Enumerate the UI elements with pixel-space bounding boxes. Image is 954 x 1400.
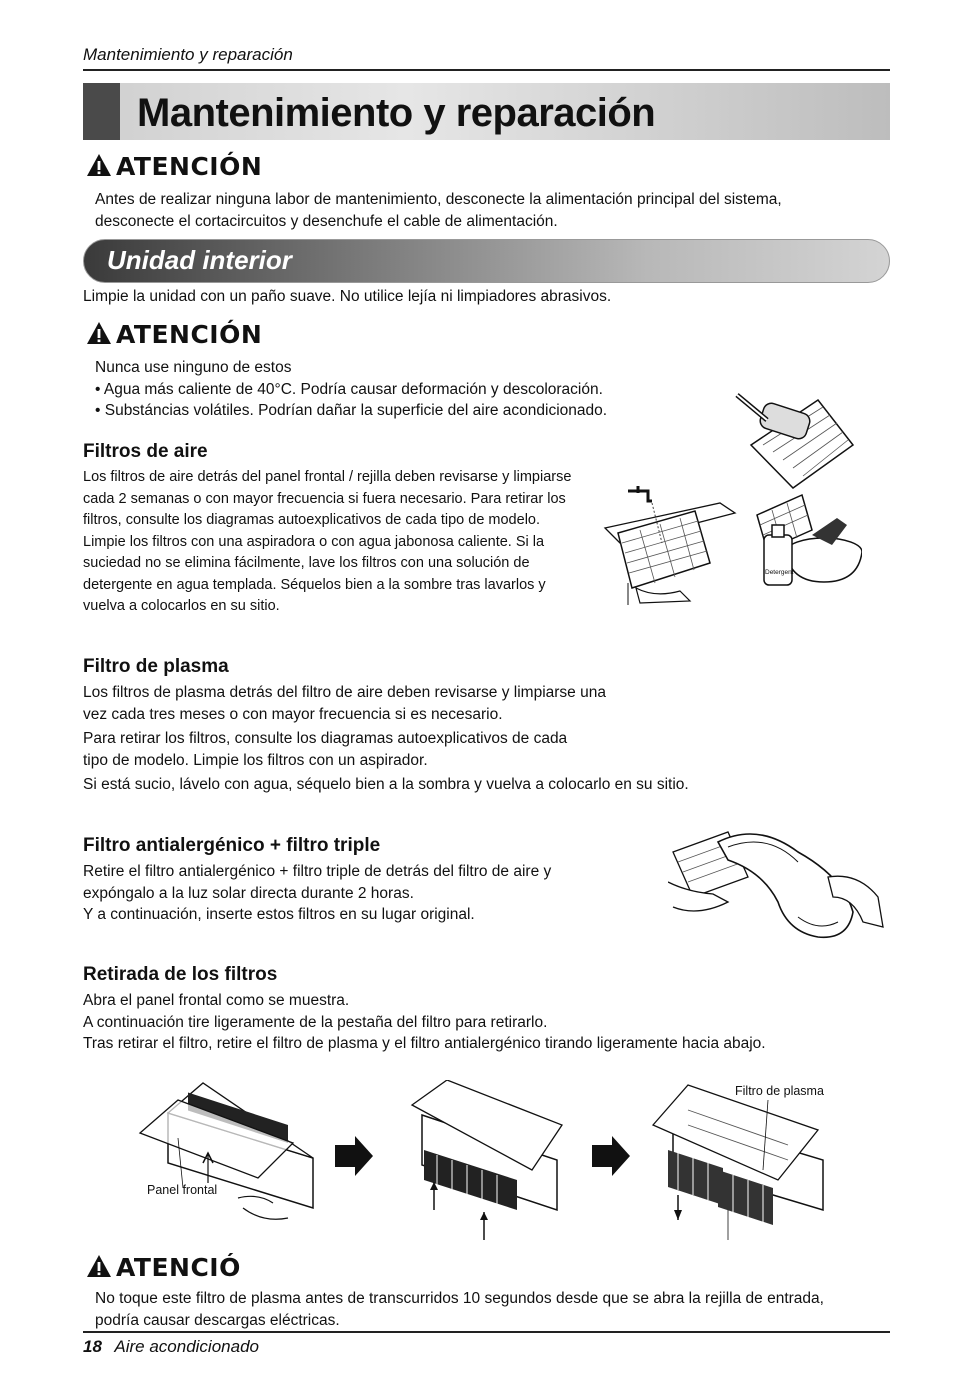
text-line: cada 2 semanas o con mayor frecuencia si fuera necesario. Para retirar los xyxy=(83,490,566,507)
subheading-filter-removal: Retirada de los filtros xyxy=(83,964,278,985)
warning-text-1 xyxy=(95,189,782,232)
filter-vacuum-illustration xyxy=(733,390,858,490)
text-line: Los filtros de plasma detrás del filtro de aire deben revisarse y limpiarse una xyxy=(83,684,606,701)
air-filters-text xyxy=(83,467,603,618)
footer-text: Aire acondicionado xyxy=(114,1337,259,1356)
filter-rinse-illustration xyxy=(600,483,740,608)
text-line: • Substáncias volátiles. Podrían dañar la superficie del aire acondicionado. xyxy=(95,402,608,419)
warning-heading-3 xyxy=(86,1253,241,1282)
title-accent-block xyxy=(83,83,120,140)
page-title: Mantenimiento y reparación xyxy=(137,91,656,135)
warning-label: ATENCIÓN xyxy=(116,320,263,349)
warning-triangle-icon xyxy=(86,1254,112,1278)
subheading-plasma-filter: Filtro de plasma xyxy=(83,656,229,677)
text-line: Nunca use ninguno de estos xyxy=(95,359,292,376)
warning-triangle-icon xyxy=(86,321,112,345)
label-plasma-filter: Filtro de plasma xyxy=(735,1084,824,1098)
text-line: • Agua más caliente de 40°C. Podría causar deformación y descoloración. xyxy=(95,380,603,398)
subheading-antiallergic-filter: Filtro antialergénico + filtro triple xyxy=(83,835,381,856)
text-line: Para retirar los filtros, consulte los diagramas autoexplicativos de cada xyxy=(83,730,568,747)
text-line: Retire el filtro antialergénico + filtro triple de detrás del filtro de aire y xyxy=(83,863,552,880)
subheading-air-filters: Filtros de aire xyxy=(83,441,208,462)
text-line: vuelva a colocarlos en su sitio. xyxy=(83,598,280,614)
text-line: Antes de realizar ninguna labor de mantenimiento, desconecte la alimentación principal del sistema, xyxy=(95,191,782,208)
removal-step-2-illustration xyxy=(392,1080,572,1240)
text-line: suciedad no se elimina fácilmente, lave los filtros con una solución de xyxy=(83,555,530,571)
arrow-right-icon xyxy=(590,1135,632,1177)
text-line: Si está sucio, lávelo con agua, séquelo bien a la sombra y vuelva a colocarlo en su sitio. xyxy=(83,776,689,793)
text-line: Y a continuación, inserte estos filtros en su lugar original. xyxy=(83,906,475,923)
detergent-wash-illustration xyxy=(752,490,862,590)
text-line: Abra el panel frontal como se muestra. xyxy=(83,992,350,1009)
text-line: podría causar descargas eléctricas. xyxy=(95,1311,340,1329)
text-line: Tras retirar el filtro, retire el filtro de plasma y el filtro antialergénico tirando ligeramente hacia abajo. xyxy=(83,1035,766,1052)
warning-text-3 xyxy=(95,1288,824,1331)
text-line: Los filtros de aire detrás del panel frontal / rejilla deben revisarse y limpiarse xyxy=(83,469,572,485)
text-line: A continuación tire ligeramente de la pestaña del filtro para retirarlo. xyxy=(83,1013,548,1031)
removal-step-1-illustration xyxy=(128,1078,323,1228)
removal-step-3-illustration xyxy=(648,1080,830,1245)
text-line: Limpie los filtros con una aspiradora o con agua jabonosa caliente. Si la xyxy=(83,533,545,550)
text-line: No toque este filtro de plasma antes de transcurridos 10 segundos desde que se abra la rejilla de entrada, xyxy=(95,1290,824,1307)
bottle-label: Detergent xyxy=(765,569,794,576)
section-title: Unidad interior xyxy=(107,245,292,275)
removal-text xyxy=(83,990,766,1055)
warning-heading-1 xyxy=(86,152,262,181)
warning-text-2 xyxy=(95,357,607,422)
header-rule xyxy=(83,69,890,71)
text-line: expóngalo a la luz solar directa durante 2 horas. xyxy=(83,884,414,902)
text-line: vez cada tres meses o con mayor frecuencia si es necesario. xyxy=(83,705,503,723)
text-line: tipo de modelo. Limpie los filtros con un aspirador. xyxy=(83,751,428,769)
footer xyxy=(83,1337,259,1357)
text-line: detergente en agua templada. Séquelos bien a la sombre tras lavarlos y xyxy=(83,576,546,593)
section-intro: Limpie la unidad con un paño suave. No utilice lejía ni limpiadores abrasivos. xyxy=(83,288,612,305)
warning-triangle-icon xyxy=(86,153,112,177)
page-number: 18 xyxy=(83,1337,102,1356)
label-front-panel: Panel frontal xyxy=(147,1183,218,1197)
plasma-filter-text xyxy=(83,682,689,796)
footer-rule xyxy=(83,1331,890,1333)
antiallergic-text xyxy=(83,861,551,926)
text-line: desconecte el cortacircuitos y desenchufe el cable de alimentación. xyxy=(95,212,558,230)
running-header: Mantenimiento y reparación xyxy=(83,45,293,64)
warning-label: ATENCIÓ xyxy=(116,1253,241,1282)
arrow-right-icon xyxy=(333,1135,375,1177)
text-line: filtros, consulte los diagramas autoexplicativos de cada tipo de modelo. xyxy=(83,512,541,528)
handheld-vacuum-illustration xyxy=(668,822,886,944)
warning-heading-2 xyxy=(86,320,262,349)
warning-label: ATENCIÓN xyxy=(116,152,263,181)
